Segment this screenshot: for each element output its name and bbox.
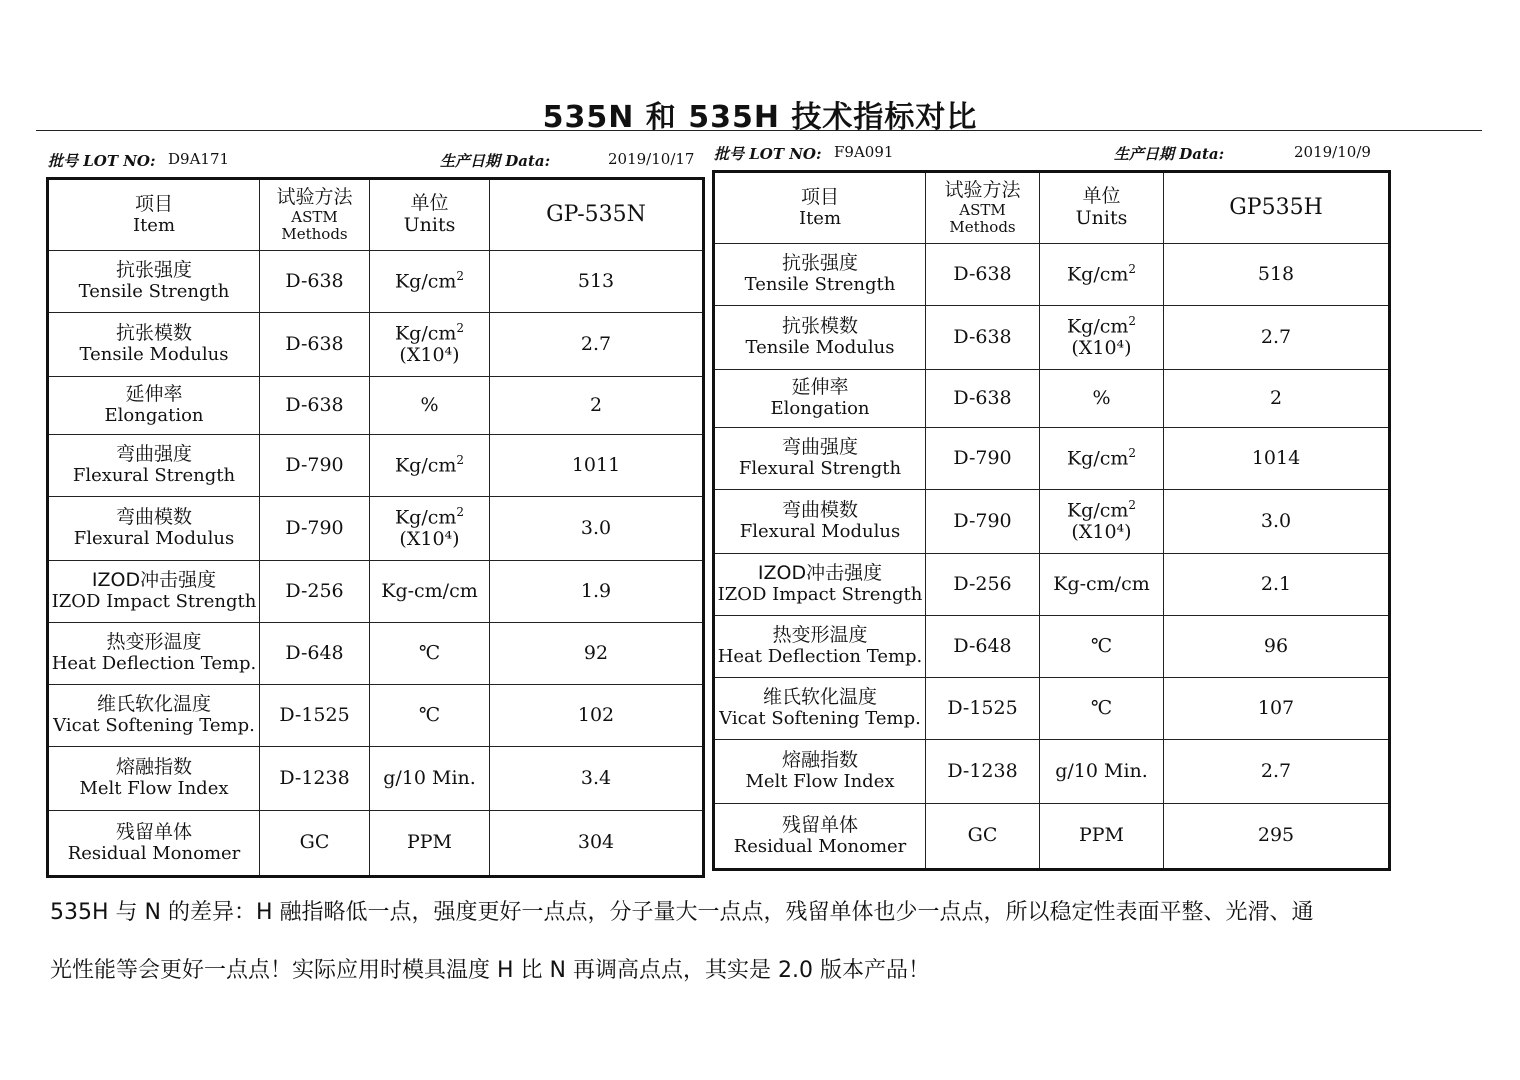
method-cell: D-256 <box>926 554 1040 616</box>
unit-multiplier: (X10⁴) <box>1071 337 1132 360</box>
value-cell: 2.7 <box>1164 740 1390 804</box>
unit-exponent: 2 <box>456 320 465 335</box>
value-cell: 3.0 <box>1164 490 1390 554</box>
unit-exponent: 2 <box>456 504 465 519</box>
unit-exponent: 2 <box>1128 313 1137 328</box>
col-unit-header <box>1040 172 1164 244</box>
property-name-zh: 抗张模数 <box>781 315 858 338</box>
table-row <box>714 244 1390 306</box>
table-row <box>48 561 704 623</box>
property-cell <box>48 747 260 811</box>
unit-base: Kg/cm <box>394 506 457 529</box>
col-item-en: Item <box>798 207 842 229</box>
property-name-zh: IZOD冲击强度 <box>91 569 217 592</box>
property-name-zh: 弯曲强度 <box>781 436 858 459</box>
unit-cell <box>370 561 490 623</box>
property-name-zh: 维氏软化温度 <box>96 693 211 716</box>
property-cell <box>48 811 260 877</box>
property-name-zh: 维氏软化温度 <box>762 686 877 709</box>
col-method-en2: Methods <box>949 217 1016 236</box>
property-name-en: Residual Monomer <box>67 842 241 864</box>
value-cell: 1014 <box>1164 428 1390 490</box>
unit-text <box>370 322 489 345</box>
property-name-zh: 弯曲模数 <box>781 499 858 522</box>
unit-base: ℃ <box>1090 696 1113 719</box>
method-cell: D-256 <box>260 561 370 623</box>
unit-cell <box>1040 306 1164 370</box>
value-cell: 1011 <box>490 435 704 497</box>
unit-exponent: 2 <box>1128 261 1137 276</box>
col-item-header <box>48 179 260 251</box>
table-row <box>48 685 704 747</box>
unit-cell <box>1040 244 1164 306</box>
table-row <box>714 616 1390 678</box>
unit-cell <box>1040 428 1164 490</box>
value-cell: 96 <box>1164 616 1390 678</box>
col-method-zh: 试验方法 <box>944 178 1021 201</box>
property-name-en: Flexural Strength <box>72 465 236 487</box>
col-method-en1: ASTM <box>291 207 338 226</box>
property-name-en: Vicat Softening Temp. <box>53 715 255 737</box>
property-name-en: Melt Flow Index <box>79 778 229 800</box>
unit-text <box>370 270 489 293</box>
unit-exponent: 2 <box>1128 497 1137 512</box>
table-row <box>714 678 1390 740</box>
property-name-zh: 热变形温度 <box>106 631 202 654</box>
property-cell <box>714 428 926 490</box>
col-unit-header <box>370 179 490 251</box>
property-name-zh: 延伸率 <box>791 376 849 399</box>
property-name-en: Tensile Strength <box>78 281 230 303</box>
property-cell <box>714 678 926 740</box>
note-line-2: 光性能等会更好一点点！实际应用时模具温度 H 比 N 再调高点点，其实是 2.0 版本产品！ <box>50 958 930 983</box>
property-name-en: Flexural Strength <box>738 458 902 480</box>
property-name-zh: 抗张强度 <box>781 252 858 275</box>
property-cell <box>714 804 926 870</box>
property-name-en: IZOD Impact Strength <box>717 584 923 606</box>
col-unit-zh: 单位 <box>410 192 449 215</box>
method-cell: D-638 <box>260 251 370 313</box>
method-cell: D-790 <box>260 497 370 561</box>
unit-cell <box>370 313 490 377</box>
unit-base: Kg/cm <box>1066 315 1129 338</box>
unit-cell <box>370 377 490 435</box>
method-cell: D-638 <box>926 306 1040 370</box>
model-name: GP-535N <box>546 202 646 228</box>
table-header-row <box>48 179 704 251</box>
unit-text <box>1040 499 1163 522</box>
method-cell: D-648 <box>926 616 1040 678</box>
property-name-en: IZOD Impact Strength <box>51 591 257 613</box>
property-name-zh: 残留单体 <box>781 813 858 836</box>
col-method-zh: 试验方法 <box>276 185 353 208</box>
left-lot-value: D9A171 <box>168 150 230 168</box>
unit-cell <box>1040 554 1164 616</box>
unit-base: Kg/cm <box>1066 263 1129 286</box>
property-cell <box>48 685 260 747</box>
property-name-en: Vicat Softening Temp. <box>719 708 921 730</box>
table-row <box>48 313 704 377</box>
property-name-zh: IZOD冲击强度 <box>757 562 883 585</box>
left-lot-header <box>48 150 698 172</box>
model-name: GP535H <box>1229 195 1323 221</box>
value-cell: 3.0 <box>490 497 704 561</box>
property-name-en: Tensile Modulus <box>745 337 895 359</box>
property-name-en: Heat Deflection Temp. <box>717 646 923 668</box>
right-lot-header <box>714 143 1394 165</box>
property-name-zh: 延伸率 <box>125 383 183 406</box>
unit-base: % <box>1092 386 1111 409</box>
unit-text <box>1040 636 1163 658</box>
method-cell: D-1238 <box>260 747 370 811</box>
unit-text <box>1040 447 1163 470</box>
value-cell: 295 <box>1164 804 1390 870</box>
method-cell: D-638 <box>260 313 370 377</box>
value-cell: 92 <box>490 623 704 685</box>
property-cell <box>714 244 926 306</box>
unit-cell <box>370 251 490 313</box>
table-row <box>48 435 704 497</box>
unit-multiplier: (X10⁴) <box>399 344 460 367</box>
method-cell: D-790 <box>926 490 1040 554</box>
right-date-label: 生产日期 Data: <box>1114 145 1225 163</box>
table-row <box>48 747 704 811</box>
col-item-zh: 项目 <box>800 185 839 208</box>
unit-base: Kg/cm <box>394 270 457 293</box>
unit-cell <box>370 747 490 811</box>
table-row <box>48 377 704 435</box>
value-cell: 2.7 <box>490 313 704 377</box>
unit-base: Kg/cm <box>394 322 457 345</box>
unit-exponent: 2 <box>1128 445 1137 460</box>
property-name-en: Flexural Modulus <box>739 521 901 543</box>
note-line-1: 535H 与 N 的差异：H 融指略低一点，强度更好一点点，分子量大一点点，残留单体也少一点点，所以稳定性表面平整、光滑、通 <box>50 900 1314 925</box>
col-item-en: Item <box>132 214 176 236</box>
unit-exponent: 2 <box>456 452 465 467</box>
unit-text <box>370 705 489 727</box>
unit-cell <box>1040 490 1164 554</box>
col-unit-zh: 单位 <box>1082 185 1121 208</box>
unit-multiplier: (X10⁴) <box>399 528 460 551</box>
col-item-zh: 项目 <box>134 192 173 215</box>
unit-cell <box>1040 740 1164 804</box>
property-cell <box>48 497 260 561</box>
property-name-zh: 热变形温度 <box>772 624 868 647</box>
unit-base: % <box>420 393 439 416</box>
unit-cell <box>1040 616 1164 678</box>
unit-cell <box>1040 370 1164 428</box>
unit-cell <box>370 623 490 685</box>
unit-text <box>370 643 489 665</box>
unit-cell <box>370 685 490 747</box>
method-cell: D-790 <box>926 428 1040 490</box>
table-row <box>714 490 1390 554</box>
right-lot-label: 批号 LOT NO: <box>714 145 822 163</box>
method-cell: D-1525 <box>926 678 1040 740</box>
unit-base: ℃ <box>1090 634 1113 657</box>
unit-text <box>1040 388 1163 410</box>
unit-base: ℃ <box>418 703 441 726</box>
col-method-header <box>926 172 1040 244</box>
property-cell <box>714 740 926 804</box>
property-cell <box>714 490 926 554</box>
table-row <box>48 623 704 685</box>
unit-text <box>370 395 489 417</box>
property-name-zh: 抗张强度 <box>115 259 192 282</box>
col-method-en1: ASTM <box>959 200 1006 219</box>
method-cell: D-1238 <box>926 740 1040 804</box>
value-cell: 1.9 <box>490 561 704 623</box>
property-cell <box>714 554 926 616</box>
unit-cell <box>1040 678 1164 740</box>
method-cell: D-1525 <box>260 685 370 747</box>
property-name-en: Residual Monomer <box>733 835 907 857</box>
method-cell: GC <box>926 804 1040 870</box>
col-model-header <box>1164 172 1390 244</box>
table-row <box>714 428 1390 490</box>
unit-cell <box>370 811 490 877</box>
property-cell <box>714 306 926 370</box>
property-name-en: Heat Deflection Temp. <box>51 653 257 675</box>
title-divider <box>36 130 1482 131</box>
table-row <box>48 251 704 313</box>
value-cell: 304 <box>490 811 704 877</box>
col-method-header <box>260 179 370 251</box>
value-cell: 3.4 <box>490 747 704 811</box>
property-name-zh: 抗张模数 <box>115 322 192 345</box>
property-name-zh: 残留单体 <box>115 820 192 843</box>
unit-base: Kg/cm <box>394 454 457 477</box>
value-cell: 107 <box>1164 678 1390 740</box>
property-cell <box>48 313 260 377</box>
unit-text <box>370 454 489 477</box>
unit-text <box>370 768 489 790</box>
unit-text <box>1040 825 1163 847</box>
unit-base: Kg-cm/cm <box>381 579 478 602</box>
value-cell: 102 <box>490 685 704 747</box>
property-name-en: Tensile Strength <box>744 274 896 296</box>
left-lot-label: 批号 LOT NO: <box>48 152 156 170</box>
property-cell <box>48 623 260 685</box>
table-row <box>714 804 1390 870</box>
unit-base: Kg-cm/cm <box>1053 572 1150 595</box>
unit-exponent: 2 <box>456 268 465 283</box>
unit-text <box>1040 263 1163 286</box>
unit-base: PPM <box>406 831 453 854</box>
property-cell <box>48 435 260 497</box>
value-cell: 2.1 <box>1164 554 1390 616</box>
table-row <box>714 306 1390 370</box>
col-unit-en: Units <box>403 214 456 236</box>
table-row <box>48 497 704 561</box>
spec-table-gp535n <box>46 177 705 878</box>
unit-text <box>1040 698 1163 720</box>
method-cell: D-638 <box>260 377 370 435</box>
right-lot-value: F9A091 <box>834 143 894 161</box>
property-name-zh: 熔融指数 <box>115 756 192 779</box>
unit-base: Kg/cm <box>1066 499 1129 522</box>
property-name-en: Elongation <box>770 398 870 420</box>
unit-multiplier: (X10⁴) <box>1071 521 1132 544</box>
table-header-row <box>714 172 1390 244</box>
table-row <box>714 740 1390 804</box>
property-name-en: Elongation <box>104 405 204 427</box>
method-cell: D-638 <box>926 370 1040 428</box>
property-name-zh: 熔融指数 <box>781 749 858 772</box>
unit-cell <box>370 435 490 497</box>
property-name-zh: 弯曲模数 <box>115 506 192 529</box>
method-cell: D-790 <box>260 435 370 497</box>
unit-text <box>370 581 489 603</box>
unit-text <box>1040 574 1163 596</box>
property-cell <box>48 561 260 623</box>
unit-base: ℃ <box>418 641 441 664</box>
unit-text <box>370 506 489 529</box>
property-cell <box>48 251 260 313</box>
unit-cell <box>370 497 490 561</box>
left-date-label: 生产日期 Data: <box>440 152 551 170</box>
right-date-value: 2019/10/9 <box>1294 143 1371 161</box>
page-title: 535N 和 535H 技术指标对比 <box>542 100 978 135</box>
method-cell: D-638 <box>926 244 1040 306</box>
property-name-en: Melt Flow Index <box>745 771 895 793</box>
method-cell: D-648 <box>260 623 370 685</box>
value-cell: 2 <box>490 377 704 435</box>
unit-text <box>1040 315 1163 338</box>
property-cell <box>48 377 260 435</box>
col-item-header <box>714 172 926 244</box>
property-cell <box>714 370 926 428</box>
unit-base: Kg/cm <box>1066 447 1129 470</box>
col-unit-en: Units <box>1075 207 1128 229</box>
property-name-en: Flexural Modulus <box>73 528 235 550</box>
property-name-zh: 弯曲强度 <box>115 443 192 466</box>
table-row <box>48 811 704 877</box>
value-cell: 2 <box>1164 370 1390 428</box>
property-cell <box>714 616 926 678</box>
table-row <box>714 554 1390 616</box>
method-cell: GC <box>260 811 370 877</box>
unit-base: PPM <box>1078 824 1125 847</box>
unit-text <box>370 832 489 854</box>
col-model-header <box>490 179 704 251</box>
spec-table-gp535h <box>712 170 1391 871</box>
value-cell: 513 <box>490 251 704 313</box>
unit-text <box>1040 761 1163 783</box>
left-date-value: 2019/10/17 <box>608 150 695 168</box>
property-name-en: Tensile Modulus <box>79 344 229 366</box>
value-cell: 2.7 <box>1164 306 1390 370</box>
unit-cell <box>1040 804 1164 870</box>
unit-base: g/10 Min. <box>383 766 476 789</box>
unit-base: g/10 Min. <box>1055 759 1148 782</box>
table-row <box>714 370 1390 428</box>
value-cell: 518 <box>1164 244 1390 306</box>
col-method-en2: Methods <box>281 224 348 243</box>
